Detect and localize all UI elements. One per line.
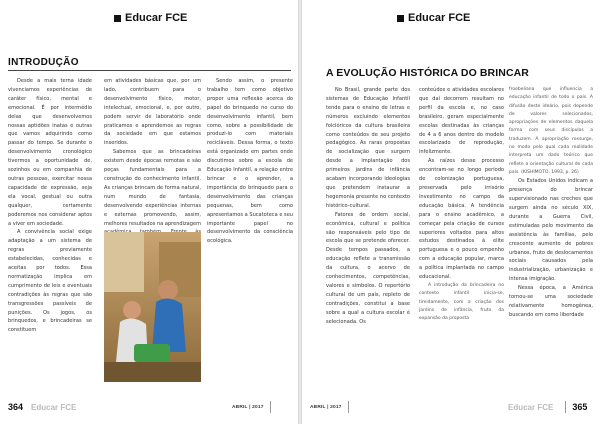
footer-magazine-name: Educar FCE xyxy=(31,402,77,412)
title-divider xyxy=(8,70,291,71)
paragraph: A introdução da brincadeira no contexto infantil inicia-se, timidamente, com a criação dos jardins de infância, fruto da expansão da proposta xyxy=(419,282,504,322)
paragraph: Fatores de ordem social, econômica, cultural e política são responsáveis pelo tipo de escola que se pretende oferecer. Desde tempos passados, a educação reflete a transmissão da cultura, o acervo de conhecimentos, competências, valores e símbolos. O repertório cultural de um país, repleto de contradições, constitui a base sobre a qual a cultura escolar é selecionada. Os xyxy=(326,211,410,325)
paragraph: A convivência social exige adaptação a um sistema de regras previamente estabelecidas, conhecidas e aceitas por todos. Essa normatização implica em cumprimento de leis e eventuais contradições às regras que são transgressões passíveis de punições. Os jogos, os brinquedos, e brincadeiras se constituem xyxy=(8,229,92,334)
left-page xyxy=(0,0,298,424)
paragraph: em atividades básicas que, por um lado, contribuem para o desenvolvimento físico, motor, intelectual, emocional, e, por outro, podem servir de laboratório onde praticamos e aprendemos as regras da sociedade em que estamos inseridos. xyxy=(104,78,201,147)
paragraph: Os Estados Unidos indicam a presença do brincar supervisionado nas creches que surgem ainda no século XIX, durante a Guerra Civil, estimuladas pelo movimento da assistência às famílias, pelo crescente aumento de pobres urbanos, fruto de deslocamentos sociais causados pela industrialização, urbanização e intensa imigração. xyxy=(509,178,593,283)
paragraph: Desde a mais terna idade vivenciamos experiências de caráter físico, mental e emocional. É por intermédio delas que desenvolvemos nossas aptidões inatas e outras que vamos adquirindo como passar do tempo. Se durante o desenvolvimento cronológico tivermos a oportunidade de, sozinhos ou em companhia de outras pessoas, exercitar nossa capacidade de expressão, seja ela vocal, gestual ou outra qualquer, certamente poderemos nos considerar aptos a viver em sociedade. xyxy=(8,78,92,227)
text-column xyxy=(8,77,92,395)
paragraph: Sabemos que as brincadeiras existem desde épocas remotas e são peças fundamentais para a construção do conhecimento infantil. As crianças brincam de forma natural, num mundo de fantasia, desenvolvendo experiências internas e externas promovendo, assim, melhores resultados na aprendizagem xyxy=(104,149,201,227)
footer-date-block xyxy=(310,397,355,417)
photo-illustration xyxy=(104,232,201,382)
section-title: INTRODUÇÃO xyxy=(8,57,79,68)
magazine-name: Educar FCE xyxy=(408,12,471,24)
text-column xyxy=(419,86,504,392)
children-playing-photo xyxy=(104,232,201,382)
page-footer xyxy=(8,397,76,417)
paragraph: conteúdos e atividades escolares que daí decorrem resultam no perfil da escola e, no caso brasileiro, geram especialmente escolas destinadas às crianças de 4 a 6 anos dentro do modelo escolarizado de reprodução, infelizmente. xyxy=(419,87,504,156)
square-bullet-icon xyxy=(114,15,121,22)
page-number: 365 xyxy=(572,402,588,412)
text-column xyxy=(104,77,201,231)
right-page xyxy=(302,0,600,424)
footer-separator xyxy=(565,401,566,413)
page-footer xyxy=(500,397,587,417)
paragraph: Sendo assim, o presente trabalho tem como objetivo propor uma reflexão acerca do papel do brinquedo no curso do desenvolvimento infantil, bem como, sobre a possibilidade de produzi-lo com materiais recicláveis. Dessa forma, o texto está organizado em partes onde discutimos sobre a escola de Educação Infantil, a relação entre brincar e o aprender, a importância do brinquedo para o desenvolvimento das crianças pequenas, bem como apresentamos a Sucatoteca e seu importante papel no desenvolvimento da consciência ecológica. xyxy=(207,78,293,245)
footer-magazine-name: Educar FCE xyxy=(508,402,554,412)
text-column xyxy=(509,86,593,392)
footer-date-block xyxy=(232,397,277,417)
square-bullet-icon xyxy=(397,15,404,22)
article-title: A EVOLUÇÃO HISTÓRICA DO BRINCAR xyxy=(326,67,529,79)
issue-date: ABRIL | 2017 xyxy=(310,404,342,410)
paragraph: Nessa época, a América tornou-se uma sociedade relativamente homogênea, buscando em como liberdade xyxy=(509,285,593,318)
paragraph: No Brasil, grande parte dos sistemas de Educação Infantil tende para o ensino de letras e números excluindo elementos folclóricos da cultura brasileira como conteúdos de seu projeto pedagógico. As raras propostas de socialização que surgem desde a implantação dos primeiros jardins de infância acabam incorporando ideologias que pretendem instaurar a hegemonia presente no contexto histórico-cultural. xyxy=(326,87,410,209)
magazine-name: Educar FCE xyxy=(125,12,188,24)
footer-separator xyxy=(348,401,349,413)
footer-separator xyxy=(270,401,271,413)
magazine-header xyxy=(397,12,470,24)
magazine-header xyxy=(114,12,187,24)
text-column xyxy=(207,77,293,337)
paragraph: As raízes desse processo encontram-se no longo período de colonização portuguesa, preservada pelo irrisório investimento no campo da educação básica. A tendência para o ensino acadêmico, a começar pela criação de cursos superiores voltados para altos estudos destinados à elite portuguesa e o pouco empenho com a educação popular, marca a política implantada no campo educacional. xyxy=(419,158,504,281)
page-number: 364 xyxy=(8,402,24,412)
paragraph: froebeliana que influencia a educação infantil de todo o país. A difusão deste ideário, pois depende de valores selecionados, apropriações de elementos daquela forma com seus discípulos a traduzem. A apropriação ressurge, no modo pelo qual cada realidade interpreta um dado teórico que reflete a orientação cultural de cada país. (KISHIMOTO, 1993, p. 26) xyxy=(509,87,593,175)
issue-date: ABRIL | 2017 xyxy=(232,404,264,410)
text-column xyxy=(326,86,410,392)
